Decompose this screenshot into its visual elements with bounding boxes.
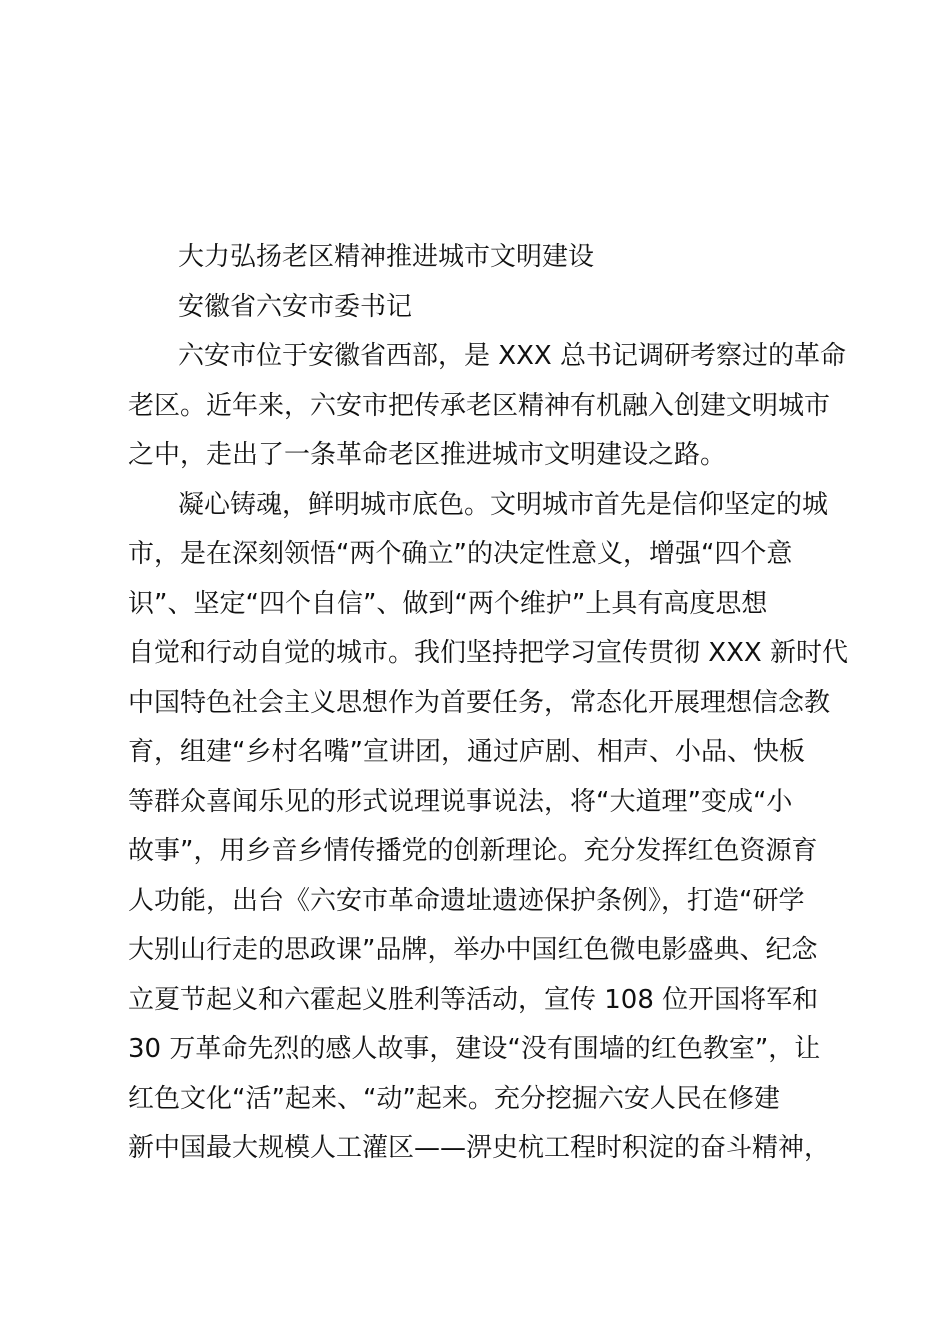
document-title: 大力弘扬老区精神推进城市文明建设 bbox=[178, 242, 595, 272]
paragraph-line: 人功能，出台《六安市革命遗址遗迹保护条例》，打造“研学 bbox=[128, 885, 805, 916]
paragraph-line: 立夏节起义和六霍起义胜利等活动，宣传 108 位开国将军和 bbox=[128, 984, 819, 1015]
paragraph-line: 故事”，用乡音乡情传播党的创新理论。充分发挥红色资源育 bbox=[128, 836, 818, 866]
paragraph-line: 市，是在深刻领悟“两个确立”的决定性意义，增强“四个意 bbox=[128, 539, 793, 569]
paragraph-line: 中国特色社会主义思想作为首要任务，常态化开展理想信念教 bbox=[128, 687, 831, 718]
paragraph-line: 凝心铸魂，鲜明城市底色。文明城市首先是信仰坚定的城 bbox=[178, 489, 829, 520]
paragraph-line: 等群众喜闻乐见的形式说理说事说法，将“大道理”变成“小 bbox=[128, 786, 793, 817]
paragraph-line: 识”、坚定“四个自信”、做到“两个维护”上具有高度思想 bbox=[128, 588, 768, 619]
paragraph-line: 老区。近年来，六安市把传承老区精神有机融入创建文明城市 bbox=[128, 390, 831, 421]
paragraph-soul bbox=[128, 481, 848, 1174]
paragraph-line: 大别山行走的思政课”品牌，举办中国红色微电影盛典、纪念 bbox=[128, 935, 818, 965]
document-author: 安徽省六安市委书记 bbox=[178, 291, 413, 322]
paragraph-line: 红色文化“活”起来、“动”起来。充分挖掘六安人民在修建 bbox=[128, 1083, 780, 1114]
paragraph-intro bbox=[128, 332, 846, 481]
paragraph-line: 育，组建“乡村名嘴”宣讲团，通过庐剧、相声、小品、快板 bbox=[128, 737, 805, 767]
paragraph-line: 自觉和行动自觉的城市。我们坚持把学习宣传贯彻 XXX 新时代 bbox=[128, 638, 848, 668]
paragraph-line: 之中，走出了一条革命老区推进城市文明建设之路。 bbox=[128, 440, 727, 470]
paragraph-line: 30 万革命先烈的感人故事，建设“没有围墙的红色教室”，让 bbox=[128, 1034, 821, 1064]
paragraph-line: 新中国最大规模人工灌区——淠史杭工程时积淀的奋斗精神， bbox=[128, 1133, 831, 1163]
document-body bbox=[128, 233, 848, 1174]
paragraph-line: 六安市位于安徽省西部，是 XXX 总书记调研考察过的革命 bbox=[178, 341, 846, 371]
